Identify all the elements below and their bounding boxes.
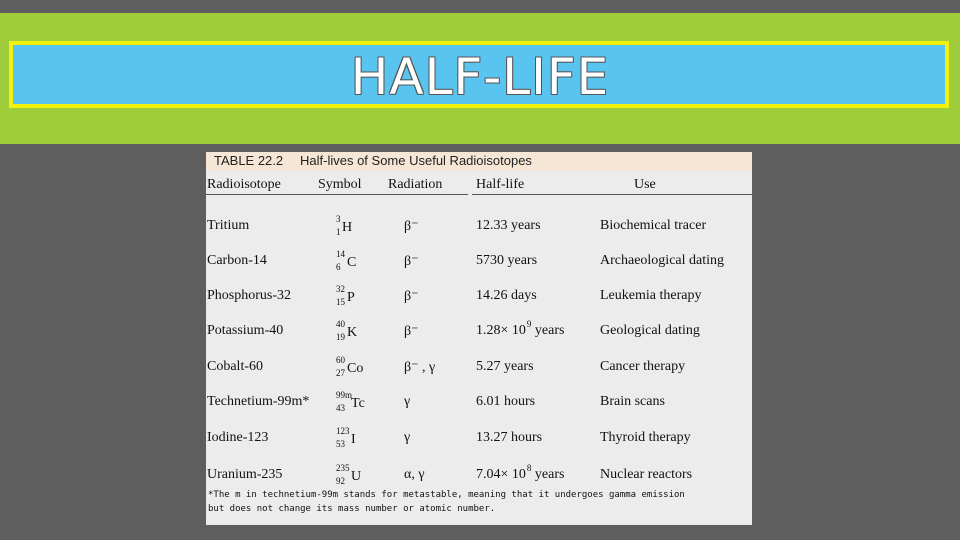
half-life-exponent: 8 bbox=[526, 463, 532, 473]
mass-number: 123 bbox=[336, 426, 350, 436]
isotope-use: Geological dating bbox=[600, 323, 700, 338]
isotope-name: Uranium-235 bbox=[207, 467, 283, 482]
element-symbol: Tc bbox=[351, 396, 365, 411]
mass-number: 14 bbox=[336, 249, 345, 259]
half-life-base: 7.04× 10 bbox=[476, 467, 526, 482]
element-symbol: P bbox=[347, 290, 355, 305]
radiation-type: β⁻ bbox=[404, 254, 419, 269]
footnote-line-2: but does not change its mass number or atomic number. bbox=[208, 504, 496, 514]
atomic-number: 53 bbox=[336, 439, 345, 449]
element-symbol: U bbox=[351, 469, 362, 484]
isotope-use: Nuclear reactors bbox=[600, 467, 693, 482]
half-life-base: 6.01 hours bbox=[476, 394, 536, 409]
half-life-value bbox=[476, 359, 534, 375]
top-strip bbox=[0, 0, 960, 13]
slide-title: HALF-LIFE bbox=[350, 48, 610, 106]
atomic-number: 1 bbox=[336, 227, 341, 237]
mass-number: 235 bbox=[336, 463, 350, 473]
isotope-name: Iodine-123 bbox=[207, 430, 269, 445]
half-life-unit: years bbox=[531, 467, 565, 482]
header-rule-right bbox=[472, 194, 752, 195]
half-life-value bbox=[476, 430, 542, 446]
half-life-base: 12.33 years bbox=[476, 218, 541, 233]
mass-number: 3 bbox=[336, 214, 341, 224]
header-half-life: Half-life bbox=[476, 177, 525, 192]
table-caption-title: Half-lives of Some Useful Radioisotopes bbox=[300, 153, 532, 168]
radiation-type: β⁻ bbox=[404, 289, 419, 304]
atomic-number: 15 bbox=[336, 297, 345, 307]
atomic-number: 43 bbox=[336, 403, 345, 413]
isotope-name: Tritium bbox=[207, 218, 250, 233]
half-life-base: 1.28× 10 bbox=[476, 323, 526, 338]
half-life-base: 5.27 years bbox=[476, 359, 534, 374]
radiation-type: β⁻ bbox=[404, 219, 419, 234]
radiation-type: γ bbox=[404, 394, 411, 409]
table-caption-number: TABLE 22.2 bbox=[214, 153, 284, 168]
header-radioisotope: Radioisotope bbox=[207, 177, 281, 192]
isotope-name: Phosphorus-32 bbox=[207, 288, 292, 303]
half-life-value bbox=[476, 319, 565, 339]
element-symbol: H bbox=[342, 220, 353, 235]
radiation-type: α, γ bbox=[404, 467, 425, 482]
half-life-exponent: 9 bbox=[526, 319, 532, 329]
header-rule-left bbox=[206, 194, 468, 195]
header-radiation: Radiation bbox=[388, 177, 443, 192]
isotope-name: Technetium-99m* bbox=[207, 394, 310, 409]
element-symbol: Co bbox=[347, 361, 364, 376]
isotope-use: Brain scans bbox=[600, 394, 665, 409]
header-use: Use bbox=[634, 177, 656, 192]
header-symbol: Symbol bbox=[318, 177, 362, 192]
radiation-type: β⁻ , γ bbox=[404, 360, 436, 375]
atomic-number: 92 bbox=[336, 476, 345, 486]
half-life-unit: years bbox=[531, 323, 565, 338]
footnote-line-1: *The m in technetium-99m stands for metastable, meaning that it undergoes gamma emission bbox=[208, 490, 685, 500]
half-life-value bbox=[476, 463, 565, 483]
atomic-number: 6 bbox=[336, 262, 341, 272]
half-life-value bbox=[476, 394, 535, 410]
mass-number: 40 bbox=[336, 319, 345, 329]
half-life-base: 5730 years bbox=[476, 253, 538, 268]
mass-number: 32 bbox=[336, 284, 345, 294]
half-life-value bbox=[476, 288, 537, 304]
half-life-base: 14.26 days bbox=[476, 288, 537, 303]
isotope-use: Leukemia therapy bbox=[600, 288, 702, 303]
isotope-name: Carbon-14 bbox=[207, 253, 267, 268]
isotope-name: Potassium-40 bbox=[207, 323, 284, 338]
radiation-type: γ bbox=[404, 430, 411, 445]
atomic-number: 27 bbox=[336, 368, 345, 378]
half-life-value bbox=[476, 253, 537, 269]
atomic-number: 19 bbox=[336, 332, 345, 342]
half-life-base: 13.27 hours bbox=[476, 430, 543, 445]
isotope-use: Cancer therapy bbox=[600, 359, 686, 374]
isotope-use: Thyroid therapy bbox=[600, 430, 691, 445]
radiation-type: β⁻ bbox=[404, 324, 419, 339]
mass-number: 99m bbox=[336, 390, 353, 400]
half-life-value bbox=[476, 218, 541, 234]
isotope-use: Biochemical tracer bbox=[600, 218, 707, 233]
isotope-use: Archaeological dating bbox=[600, 253, 725, 268]
isotope-name: Cobalt-60 bbox=[207, 359, 263, 374]
isotope-table bbox=[206, 152, 752, 525]
element-symbol: I bbox=[351, 432, 356, 447]
mass-number: 60 bbox=[336, 355, 345, 365]
element-symbol: C bbox=[347, 255, 357, 270]
element-symbol: K bbox=[347, 325, 358, 340]
